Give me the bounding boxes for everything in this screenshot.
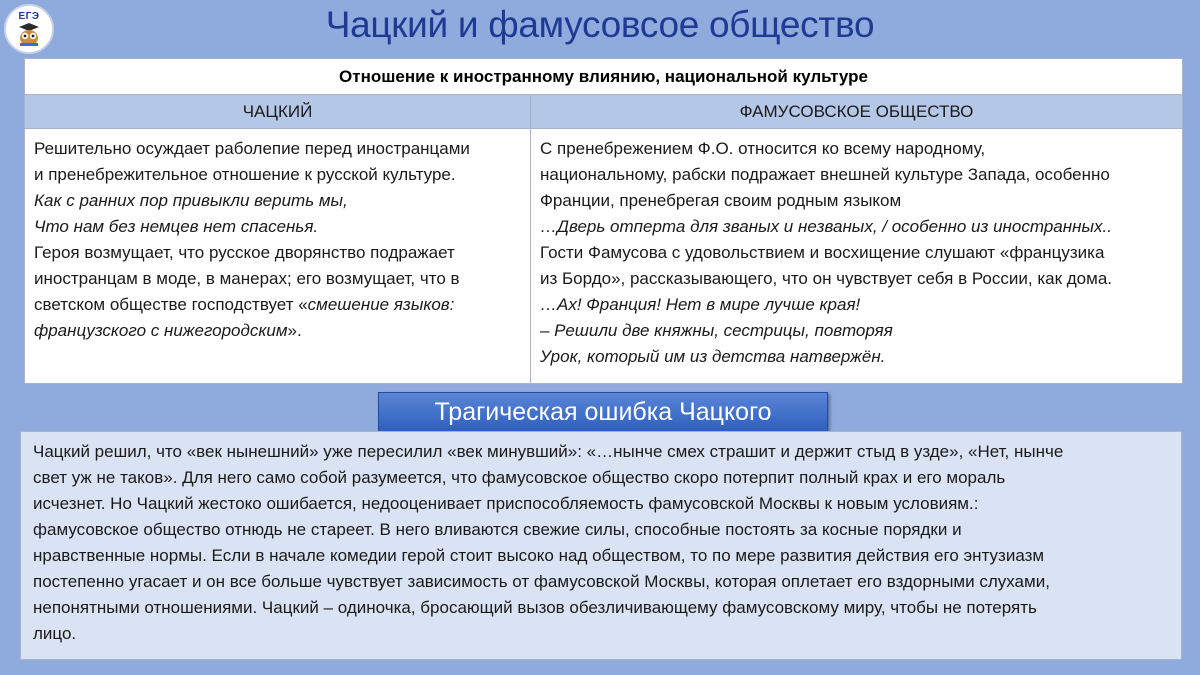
- text-fragment: национальному, рабски подражает внешней культуре Запада, особенно: [540, 165, 1110, 184]
- quote-fragment: …Дверь отперта для званых и незваных, / особенно из иностранных..: [540, 217, 1112, 236]
- text-line: [540, 240, 1174, 266]
- text-line: [34, 240, 522, 266]
- text-line: [540, 344, 1174, 370]
- column-header-famusov-society: ФАМУСОВСКОЕ ОБЩЕСТВО: [739, 101, 974, 121]
- page-title: Чацкий и фамусовсое общество: [325, 4, 875, 45]
- conclusion-line: нравственные нормы. Если в начале комедии герой стоит высоко над обществом, то по мере развития действия его энтузиазм: [33, 546, 1045, 565]
- text-line: [34, 318, 522, 344]
- text-fragment: Гости Фамусова с удовольствием и восхищение слушают «французика: [540, 243, 1105, 262]
- logo-text: ЕГЭ: [18, 11, 40, 22]
- text-line: [34, 266, 522, 292]
- text-line: [34, 214, 522, 240]
- conclusion-text-box: [20, 431, 1182, 660]
- quote-fragment: Что нам без немцев нет спасенья.: [34, 217, 319, 236]
- text-fragment: Героя возмущает, что русское дворянство подражает: [34, 243, 455, 262]
- quote-fragment: французского с нижегородским: [34, 321, 288, 340]
- text-line: [540, 136, 1174, 162]
- column-header-chatsky: ЧАЦКИЙ: [25, 95, 531, 128]
- text-fragment: иностранцам в моде, в манерах; его возмущает, что в: [34, 269, 460, 288]
- quote-fragment: – Решили две княжны, сестрицы, повторяя: [540, 321, 893, 340]
- text-fragment: ».: [287, 321, 302, 340]
- conclusion-line: непонятными отношениями. Чацкий – одиночка, бросающий вызов обезличивающему фамусовскому миру, чтобы не потерять: [33, 598, 1037, 617]
- table-column-headers: [25, 95, 1182, 129]
- text-fragment: светском обществе господствует «: [34, 295, 308, 314]
- text-line: [34, 188, 522, 214]
- text-line: [540, 162, 1174, 188]
- conclusion-line: фамусовское общество отнюдь не стареет. В него вливаются свежие силы, способные постоять за косные порядки и: [33, 520, 962, 539]
- text-line: [34, 162, 522, 188]
- section-banner: Трагическая ошибка Чацкого: [378, 392, 828, 432]
- quote-fragment: …Ах! Франция! Нет в мире лучше края!: [540, 295, 861, 314]
- comparison-table: [24, 58, 1183, 384]
- conclusion-line: свет уж не таков». Для него само собой разумеется, что фамусовское общество скоро потерпит полный крах и его мораль: [33, 468, 1006, 487]
- text-fragment: из Бордо», рассказывающего, что он чувствует себя в России, как дома.: [540, 269, 1112, 288]
- text-fragment: Решительно осуждает раболепие перед иностранцами: [34, 139, 470, 158]
- text-fragment: и пренебрежительное отношение к русской культуре.: [34, 165, 456, 184]
- conclusion-line: Чацкий решил, что «век нынешний» уже пересилил «век минувший»: «…нынче смех страшит и держит стыд в узде», «Нет, нынче: [33, 442, 1064, 461]
- cell-famusov-society: [531, 129, 1182, 383]
- table-body-row: [25, 129, 1182, 383]
- quote-fragment: Как с ранних пор привыкли верить мы,: [34, 191, 348, 210]
- text-fragment: Франции, пренебрегая своим родным языком: [540, 191, 902, 210]
- conclusion-line: лицо.: [33, 624, 77, 643]
- text-fragment: С пренебрежением Ф.О. относится ко всему народному,: [540, 139, 986, 158]
- quote-fragment: смешение языков:: [307, 295, 455, 314]
- text-line: [540, 214, 1174, 240]
- text-line: [34, 292, 522, 318]
- text-line: [540, 292, 1174, 318]
- table-heading: Отношение к иностранному влиянию, национальной культуре: [25, 59, 1182, 95]
- text-line: [34, 136, 522, 162]
- cell-chatsky: [25, 129, 531, 383]
- text-line: [540, 266, 1174, 292]
- text-line: [540, 188, 1174, 214]
- conclusion-line: постепенно угасает и он все больше чувствует зависимость от фамусовской Москвы, которая оплетает его вздорными слухами,: [33, 572, 1050, 591]
- text-line: [540, 318, 1174, 344]
- conclusion-line: исчезнет. Но Чацкий жестоко ошибается, недооценивает приспособляемость фамусовской Москвы к новым условиям.:: [33, 494, 979, 513]
- quote-fragment: Урок, который им из детства натвержён.: [540, 347, 886, 366]
